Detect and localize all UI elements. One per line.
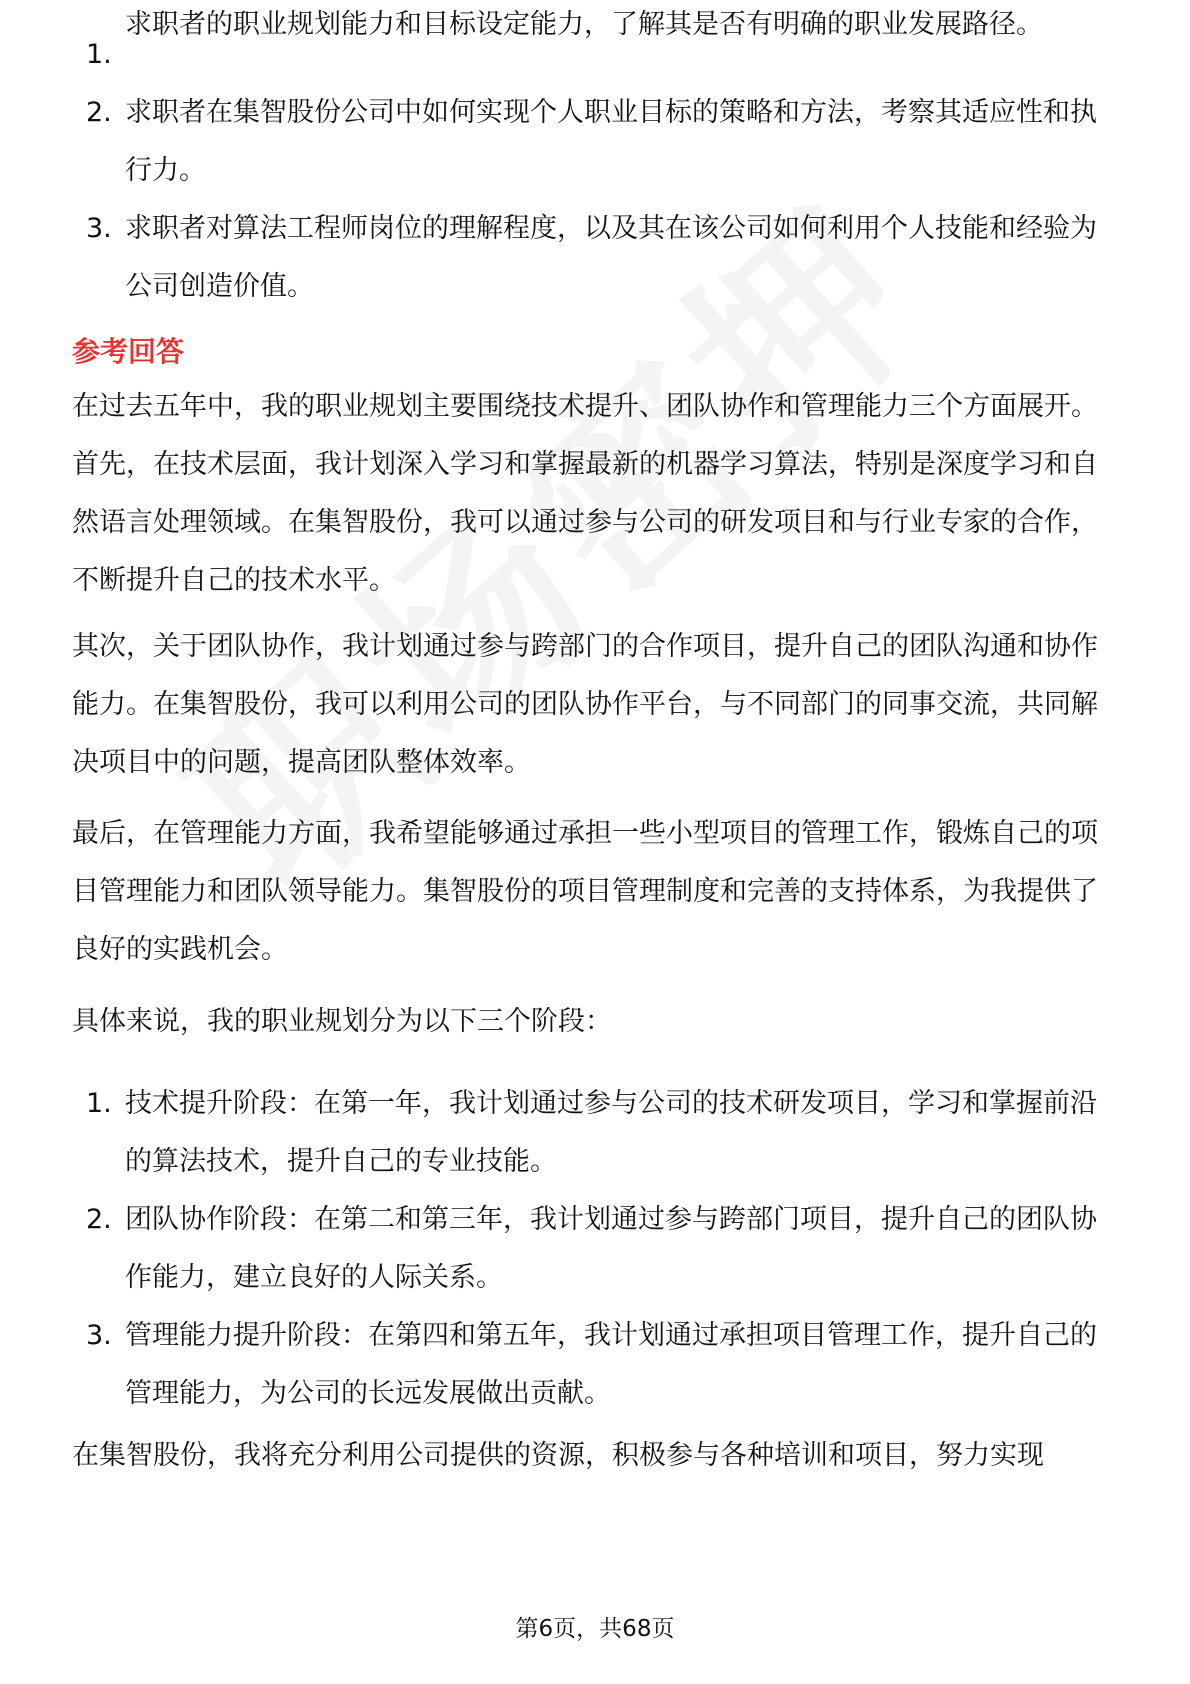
list-number: 2. bbox=[86, 1204, 112, 1235]
question-focus-list bbox=[72, 9, 1122, 316]
list-text: 求职者对算法工程师岗位的理解程度，以及其在该公司如何利用个人技能和经验为公司创造价值。 bbox=[125, 213, 1097, 302]
section-heading: 参考回答 bbox=[72, 335, 185, 368]
list-text: 团队协作阶段：在第二和第三年，我计划通过参与跨部门项目，提升自己的团队协作能力，建立良好的人际关系。 bbox=[125, 1204, 1097, 1293]
list-item bbox=[72, 9, 1122, 84]
list-text: 技术提升阶段：在第一年，我计划通过参与公司的技术研发项目，学习和掌握前沿的算法技术，提升自己的专业技能。 bbox=[125, 1088, 1097, 1177]
list-number: 1. bbox=[86, 1088, 112, 1119]
answer-paragraph-1: 在过去五年中，我的职业规划主要围绕技术提升、团队协作和管理能力三个方面展开。首先，在技术层面，我计划深入学习和掌握最新的机器学习算法，特别是深度学习和自然语言处理领域。在集智股份，我可以通过参与公司的研发项目和与行业专家的合作，不断提升自己的技术水平。 bbox=[72, 391, 1098, 596]
list-number: 3. bbox=[86, 1320, 112, 1351]
answer-paragraph-4: 具体来说，我的职业规划分为以下三个阶段： bbox=[72, 1006, 612, 1037]
list-number: 1. bbox=[86, 39, 112, 70]
answer-paragraph-2: 其次，关于团队协作，我计划通过参与跨部门的合作项目，提升自己的团队沟通和协作能力。在集智股份，我可以利用公司的团队协作平台，与不同部门的同事交流，共同解决项目中的问题，提高团队整体效率。 bbox=[72, 631, 1098, 778]
list-text: 管理能力提升阶段：在第四和第五年，我计划通过承担项目管理工作，提升自己的管理能力，为公司的长远发展做出贡献。 bbox=[125, 1320, 1097, 1409]
list-item bbox=[72, 1191, 1122, 1307]
list-item bbox=[72, 84, 1122, 200]
list-number: 2. bbox=[86, 97, 112, 128]
list-text: 求职者在集智股份公司中如何实现个人职业目标的策略和方法，考察其适应性和执行力。 bbox=[125, 97, 1097, 186]
list-item bbox=[72, 1075, 1122, 1191]
page-footer: 第6页，共68页 bbox=[515, 1616, 675, 1642]
list-item bbox=[72, 200, 1122, 316]
list-number: 3. bbox=[86, 213, 112, 244]
list-item bbox=[72, 1307, 1122, 1423]
closing-paragraph: 在集智股份，我将充分利用公司提供的资源，积极参与各种培训和项目，努力实现 bbox=[72, 1440, 1044, 1471]
list-text: 求职者的职业规划能力和目标设定能力，了解其是否有明确的职业发展路径。 bbox=[125, 9, 1043, 40]
career-stage-list bbox=[72, 1075, 1122, 1423]
answer-paragraph-3: 最后，在管理能力方面，我希望能够通过承担一些小型项目的管理工作，锻炼自己的项目管理能力和团队领导能力。集智股份的项目管理制度和完善的支持体系，为我提供了良好的实践机会。 bbox=[72, 818, 1098, 965]
